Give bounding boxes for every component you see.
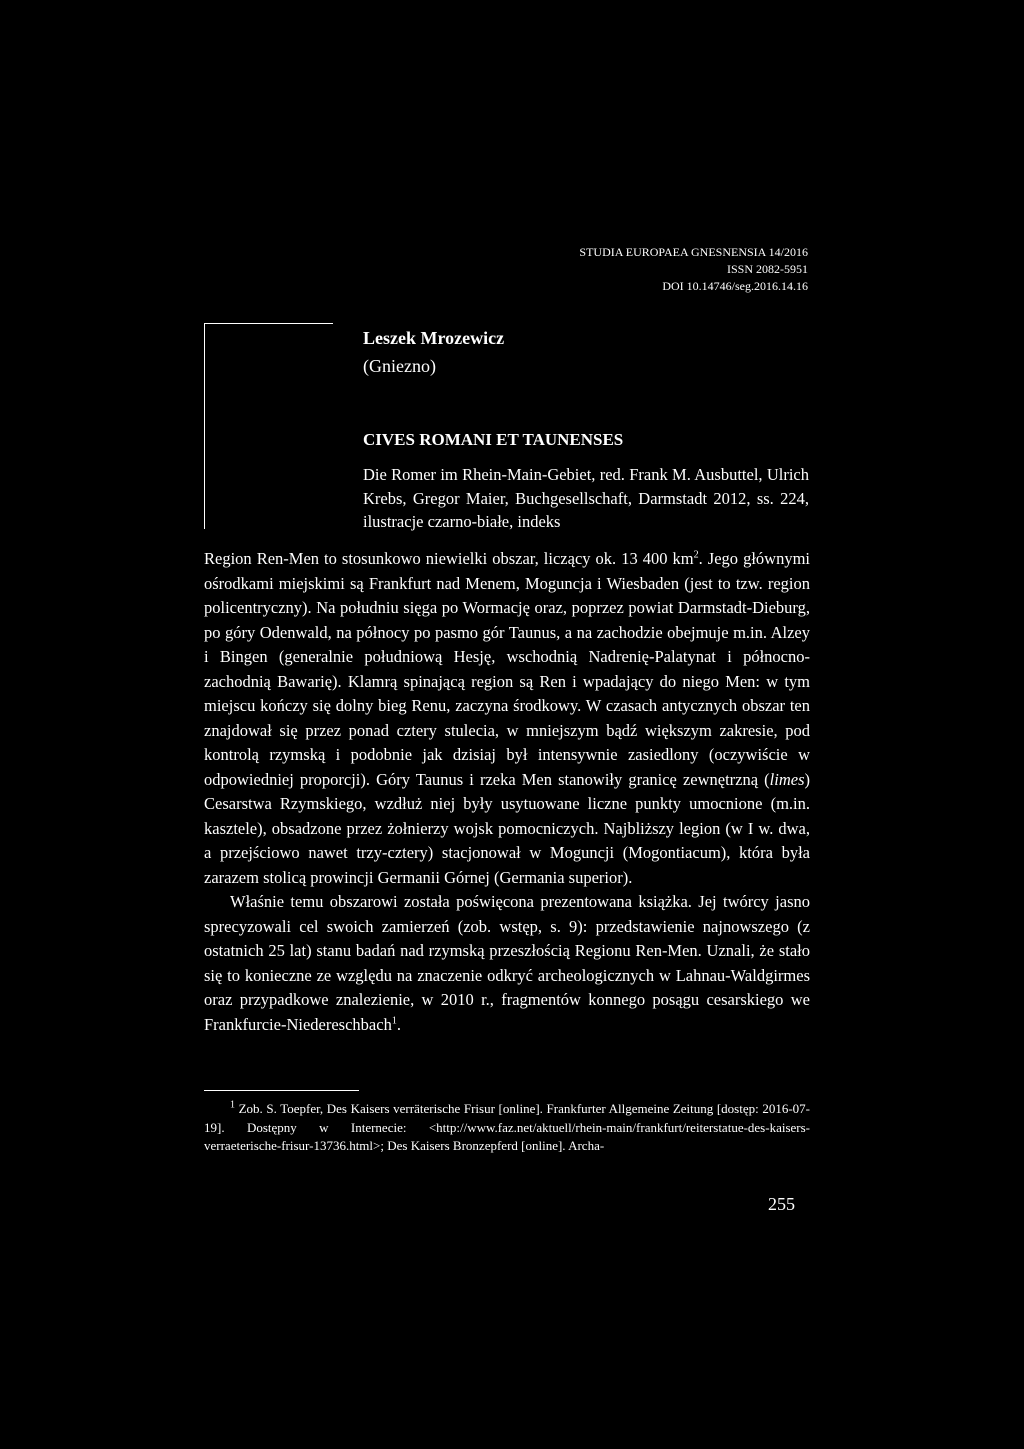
review-citation: Die Romer im Rhein-Main-Gebiet, red. Frank M. Ausbuttel, Ulrich Krebs, Gregor Maier, Buchgesellschaft, Darmstadt 2012, ss. 224, ilustracje czarno-białe, indeks [363, 465, 809, 531]
footnote-reference-1[interactable]: 1 [391, 1015, 397, 1026]
page-number: 255 [768, 1194, 795, 1214]
paragraph-1 [204, 547, 810, 890]
paragraph-1-part-b: . Jego głównymi ośrodkami miejskimi są Frankfurt nad Menem, Moguncja i Wiesbaden (jest to tzw. region policentryczny). Na południu sięga po Wormację oraz, poprzez powiat Darmstadt-Dieburg, po góry Odenwald, na północy po pasmo gór Taunus, a na zachodzie obejmuje m.in. Alzey i Bingen (generalnie południową Hesję, wschodnią Nadrenię-Palatynat i północno-zachodnią Bawarię). Klamrą spinającą region są Ren i wpadający do niego Men: w tym miejscu kończy się dolny bieg Renu, zaczyna środkowy. W czasach antycznych obszar ten znajdował się przez ponad cztery stulecia, w mniejszym bądź większym zakresie, pod kontrolą rzymską i podobnie jak dzisiaj był intensywnie zasiedlony (oczywiście w odpowiedniej proporcji). Góry Taunus i rzeka Men stanowiły granicę zewnętrzną ( [204, 549, 810, 789]
journal-issn: ISSN 2082-5951 [726, 262, 808, 276]
journal-header [579, 244, 808, 295]
italic-limes: limes [769, 769, 805, 789]
review-title: CIVES ROMANI ET TAUNENSES [363, 430, 624, 449]
paragraph-1-part-a: Region Ren-Men to stosunkowo niewielki obszar, liczący ok. 13 400 km [204, 549, 694, 568]
paragraph-2-part-b: . [396, 1014, 401, 1034]
superscript-2: 2 [693, 549, 699, 561]
journal-name: STUDIA EUROPAEA GNESNENSIA 14/2016 [579, 245, 808, 259]
footnote-marker: 1 [230, 1099, 235, 1111]
decorative-frame [204, 323, 333, 529]
article-body [204, 547, 810, 1037]
journal-doi: DOI 10.14746/seg.2016.14.16 [662, 279, 808, 293]
paragraph-2-part-a: Właśnie temu obszarowi została poświęcona prezentowana książka. Jej twórcy jasno sprecyzowali cel swoich zamierzeń (zob. wstęp, s. 9): przedstawienie najnowszego (z ostatnich 25 lat) stanu badań nad rzymską przeszłością Regionu Ren-Men. Uznali, że stało się to konieczne ze względu na znaczenie odkryć archeologicznych w Lahnau-Waldgirmes oraz przypadkowe znalezienie, w 2010 r., fragmentów konnego posągu cesarskiego we Frankfurcie-Niedereschbach [204, 892, 810, 1034]
footnote-1 [204, 1100, 810, 1156]
author-affiliation: (Gniezno) [363, 356, 436, 376]
author-name: Leszek Mrozewicz [363, 328, 505, 348]
footnote-divider [204, 1090, 359, 1091]
footnote-text: Zob. S. Toepfer, Des Kaisers verräterische Frisur [online]. Frankfurter Allgemeine Zeitung [dostęp: 2016-07-19]. Dostępny w Internecie: <http://www.faz.net/aktuell/rhein-main/frankfurt/reiterstatue-des-kaisers-verraeterische-frisur-13736.html>; Des Kaisers Bronzepferd [online]. Archa- [204, 1101, 810, 1153]
paragraph-1-part-c: ) Cesarstwa Rzymskiego, wzdłuż niej były usytuowane liczne punkty umocnione (m.in. kasztele), obsadzone przez żołnierzy wojsk pomocniczych. Najbliższy legion (w I w. dwa, a przejściowo nawet trzy-cztery) stacjonował w Moguncji (Mogontiacum), która była zarazem stolicą prowincji Germanii Górnej (Germania superior). [204, 769, 810, 887]
paragraph-2 [204, 890, 810, 1037]
